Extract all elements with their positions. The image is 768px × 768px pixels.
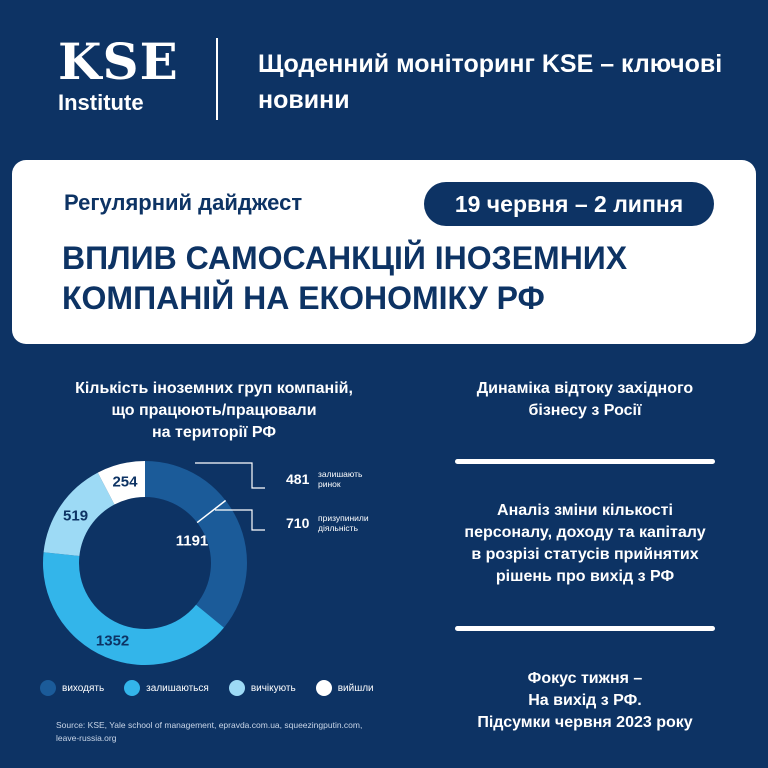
legend-label: залишаються — [146, 682, 209, 694]
chart-title-line: Кількість іноземних груп компаній, — [75, 380, 353, 397]
donut-value-label-0: 1191 — [175, 532, 209, 550]
topic-outflow-dynamics — [440, 378, 730, 422]
kse-institute-logo — [58, 32, 179, 116]
legend-swatch — [229, 680, 245, 696]
source-line: Source: KSE, Yale school of management, epravda.com.ua, squeezingputin.com, — [56, 720, 363, 730]
topic-line: в розрізі статусів прийнятих — [471, 546, 699, 563]
legend-item — [124, 680, 209, 696]
main-title — [62, 238, 742, 318]
chart-title-line: що працюють/працювали — [111, 402, 317, 419]
topic-line: На вихід з РФ. — [528, 692, 642, 709]
topic-line: рішень про вихід з РФ — [495, 568, 675, 585]
donut-slice-1 — [43, 552, 224, 665]
legend-swatch — [316, 680, 332, 696]
topic-staff-revenue-analysis — [440, 500, 730, 588]
chart-title-line: на території РФ — [151, 424, 277, 441]
donut-value-label-3: 254 — [112, 473, 138, 491]
chart-source-note — [56, 719, 386, 745]
legend-item — [40, 680, 104, 696]
topic-line: Динаміка відтоку західного — [476, 380, 694, 397]
main-title-line: КОМПАНІЙ НА ЕКОНОМІКУ РФ — [62, 280, 545, 316]
legend-swatch — [124, 680, 140, 696]
callout-value: 710 — [286, 515, 310, 531]
chart-title — [30, 378, 398, 444]
topic-line: персоналу, доходу та капіталу — [464, 524, 706, 541]
source-line: leave-russia.org — [56, 733, 117, 743]
donut-chart — [0, 440, 420, 680]
topic-divider — [455, 459, 715, 464]
header-divider — [216, 38, 218, 120]
topic-line: Підсумки червня 2023 року — [477, 714, 693, 731]
legend-label: виходять — [62, 682, 105, 694]
callout-label: призупинили — [318, 513, 369, 523]
topic-divider — [455, 626, 715, 631]
legend-label: вийшли — [337, 682, 374, 694]
donut-value-label-1: 1352 — [95, 632, 130, 650]
chart-legend — [40, 680, 400, 696]
legend-label: вичікують — [250, 682, 296, 694]
digest-label: Регулярний дайджест — [64, 190, 303, 215]
legend-item — [229, 680, 296, 696]
legend-item — [316, 680, 374, 696]
topic-line: Аналіз зміни кількості — [497, 502, 673, 519]
callout-label: діяльність — [318, 523, 358, 533]
topic-weekly-focus — [440, 668, 730, 734]
topic-line: бізнесу з Росії — [528, 402, 642, 419]
callout-label: залишають — [318, 469, 363, 479]
header-title: Щоденний моніторинг KSE – ключові новини — [258, 50, 723, 114]
date-range-badge: 19 червня – 2 липня — [424, 182, 714, 226]
callout-label: ринок — [318, 479, 341, 489]
main-title-line: ВПЛИВ САМОСАНКЦІЙ ІНОЗЕМНИХ — [62, 240, 628, 276]
logo-kse-text: KSE — [58, 32, 179, 91]
donut-value-label-2: 519 — [63, 507, 89, 525]
digest-card — [12, 160, 756, 344]
logo-institute-text: Institute — [58, 90, 144, 115]
legend-swatch — [40, 680, 56, 696]
topic-line: Фокус тижня – — [527, 670, 643, 687]
callout-value: 481 — [286, 471, 310, 487]
